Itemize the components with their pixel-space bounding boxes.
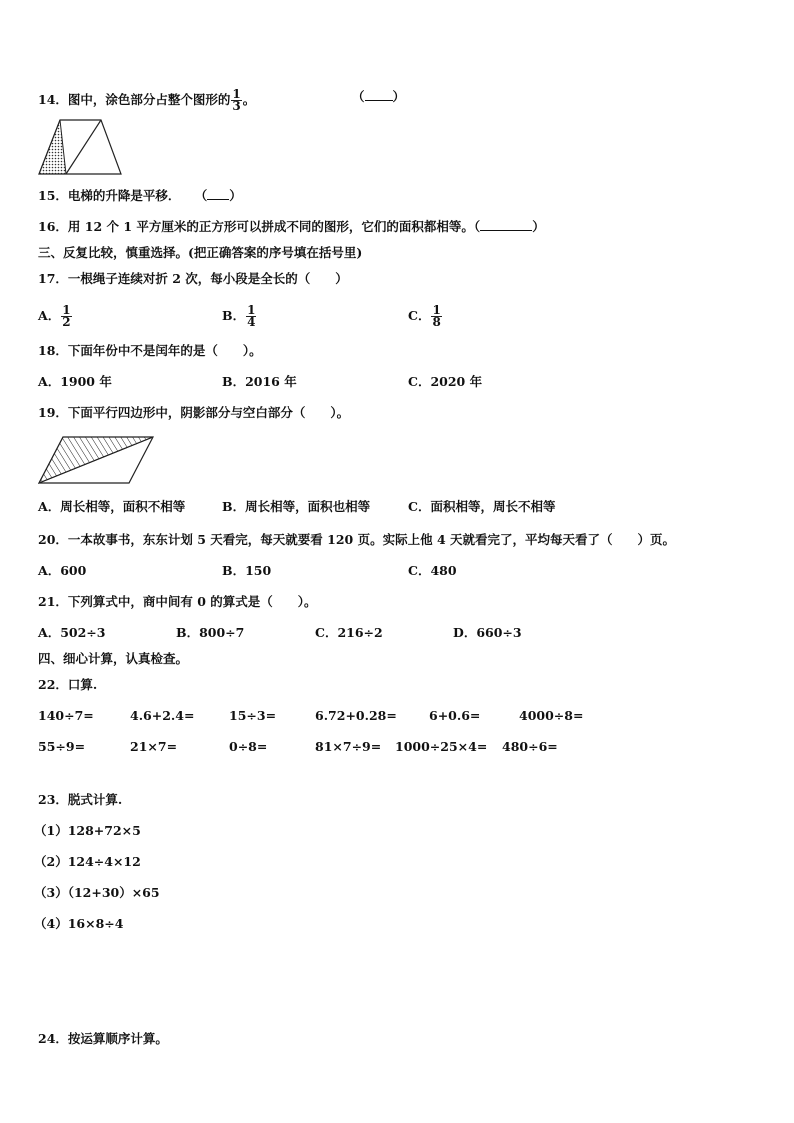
q19-number: 19． bbox=[38, 405, 68, 420]
q22-expr: 140÷7= bbox=[38, 708, 94, 723]
q23-number: 23． bbox=[38, 792, 68, 807]
q15-text: 电梯的升降是平移． bbox=[67, 188, 181, 203]
q14-line bbox=[38, 89, 255, 112]
q24-number: 24． bbox=[38, 1031, 68, 1046]
q19-line bbox=[38, 405, 349, 421]
q23-item: （3）（12+30）×65 bbox=[34, 885, 160, 900]
q14-trapezoid-figure bbox=[36, 118, 124, 176]
q18-line bbox=[38, 343, 262, 359]
q17-number: 17． bbox=[38, 271, 68, 286]
q22-expr: 6+0.6= bbox=[429, 708, 481, 723]
q22-expr: 6.72+0.28= bbox=[315, 708, 397, 723]
q23-item: （4）16×8÷4 bbox=[34, 916, 124, 931]
q22-expr: 21×7= bbox=[130, 739, 178, 754]
q16-text: 用 12 个 1 平方厘米的正方形可以拼成不同的图形，它们的面积都相等。 bbox=[67, 219, 474, 234]
q21-option-c[interactable]: C．216÷2 bbox=[315, 625, 383, 640]
q17-option-b-fraction: $\frac{1}{4}$ bbox=[247, 303, 256, 329]
q19-option-c[interactable]: C．面积相等，周长不相等 bbox=[408, 499, 556, 514]
q16-number: 16． bbox=[38, 219, 68, 234]
q17-option-a-fraction: $\frac{1}{2}$ bbox=[62, 303, 71, 329]
q22-expr: 15÷3= bbox=[229, 708, 277, 723]
q20-option-c[interactable]: C．480 bbox=[408, 563, 457, 578]
q23-item: （1）128+72×5 bbox=[34, 823, 141, 838]
q17-text: 一根绳子连续对折 2 次，每小段是全长的（ ） bbox=[67, 271, 348, 286]
q22-title: 口算. bbox=[67, 677, 98, 692]
q15-number: 15． bbox=[38, 188, 68, 203]
q18-option-b[interactable]: B．2016 年 bbox=[222, 374, 297, 389]
q20-number: 20． bbox=[38, 532, 68, 547]
q19-option-b[interactable]: B．周长相等，面积也相等 bbox=[222, 499, 371, 514]
q18-option-c[interactable]: C．2020 年 bbox=[408, 374, 483, 389]
q22-expr: 0÷8= bbox=[229, 739, 268, 754]
q14-number: 14． bbox=[38, 92, 68, 107]
section4-title: 四、细心计算，认真检查。 bbox=[38, 651, 189, 666]
q22-expr: 4.6+2.4= bbox=[130, 708, 195, 723]
q17-line bbox=[38, 271, 348, 287]
q19-parallelogram-figure bbox=[36, 434, 156, 486]
q14-period: 。 bbox=[242, 92, 256, 107]
q14-text: 图中，涂色部分占整个图形的 bbox=[67, 92, 231, 107]
q17-option-a[interactable]: A． $\frac{1}{2}$ bbox=[38, 303, 71, 329]
q16-line bbox=[38, 219, 545, 235]
q22-expr: 480÷6= bbox=[502, 739, 558, 754]
q21-option-a[interactable]: A．502÷3 bbox=[38, 625, 106, 640]
q14-answer-paren[interactable]: （ ） bbox=[352, 89, 406, 104]
q14-fraction bbox=[231, 89, 241, 112]
q23-line bbox=[38, 792, 122, 808]
q24-title: 按运算顺序计算。 bbox=[67, 1031, 168, 1046]
q18-number: 18． bbox=[38, 343, 68, 358]
q14-answer-blank[interactable] bbox=[365, 89, 393, 101]
q21-line bbox=[38, 594, 317, 610]
q22-expr: 81×7÷9= bbox=[315, 739, 382, 754]
q14-diagonal bbox=[66, 120, 101, 174]
q15-line bbox=[38, 188, 242, 204]
q22-expr: 4000÷8= bbox=[519, 708, 584, 723]
q16-answer-paren[interactable]: （ ） bbox=[473, 219, 545, 234]
q16-answer-blank[interactable] bbox=[480, 219, 532, 231]
q17-option-c-fraction: $\frac{1}{8}$ bbox=[432, 303, 441, 329]
q22-number: 22． bbox=[38, 677, 68, 692]
q17-option-b[interactable]: B． $\frac{1}{4}$ bbox=[222, 303, 256, 329]
q15-answer-paren[interactable]: （ ） bbox=[194, 188, 242, 203]
q20-option-a[interactable]: A．600 bbox=[38, 563, 87, 578]
section3-title: 三、反复比较，慎重选择。(把正确答案的序号填在括号里) bbox=[38, 245, 363, 260]
q24-line bbox=[38, 1031, 168, 1047]
q21-option-d[interactable]: D．660÷3 bbox=[453, 625, 522, 640]
q19-text: 下面平行四边形中，阴影部分与空白部分（ ）。 bbox=[67, 405, 350, 420]
q21-option-b[interactable]: B．800÷7 bbox=[176, 625, 245, 640]
q17-option-c[interactable]: C． $\frac{1}{8}$ bbox=[408, 303, 441, 329]
q19-option-a[interactable]: A．周长相等，面积不相等 bbox=[38, 499, 186, 514]
q22-line bbox=[38, 677, 97, 693]
q14-frac-num: 1 bbox=[232, 87, 241, 101]
q21-number: 21． bbox=[38, 594, 68, 609]
q23-item: （2）124÷4×12 bbox=[34, 854, 141, 869]
q20-option-b[interactable]: B．150 bbox=[222, 563, 272, 578]
q14-shaded-triangle bbox=[39, 120, 66, 174]
q22-expr: 1000÷25×4= bbox=[395, 739, 488, 754]
q20-text: 一本故事书，东东计划 5 天看完，每天就要看 120 页。实际上他 4 天就看完了，平均每天看了（ ）页。 bbox=[67, 532, 676, 547]
q14-frac-den: 3 bbox=[232, 99, 241, 113]
q15-answer-blank[interactable] bbox=[207, 188, 229, 200]
q21-text: 下列算式中，商中间有 0 的算式是（ ）。 bbox=[67, 594, 317, 609]
q18-option-a[interactable]: A．1900 年 bbox=[38, 374, 112, 389]
q18-text: 下面年份中不是闰年的是（ ）。 bbox=[67, 343, 262, 358]
q20-line bbox=[38, 532, 675, 548]
q22-expr: 55÷9= bbox=[38, 739, 86, 754]
q23-title: 脱式计算. bbox=[67, 792, 123, 807]
